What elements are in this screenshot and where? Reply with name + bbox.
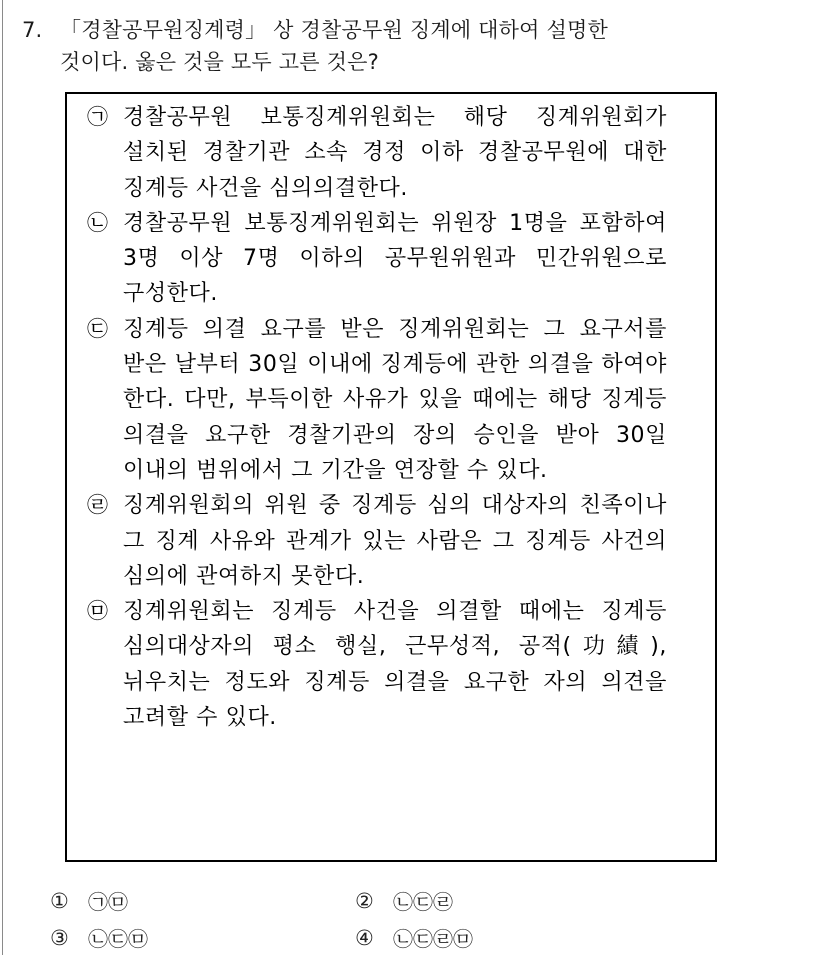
statement-text: 징계위원회의 위원 중 징계등 심의 대상자의 친족이나 그 징계 사유와 관계가 있는 사람은 그 징계등 사건의 심의에 관여하지 못한다. <box>123 493 667 589</box>
question-line-1 <box>22 14 802 46</box>
statement-marker: ㉠ <box>87 105 108 129</box>
statement-marker: ㉣ <box>87 493 108 518</box>
question-number: 7. <box>22 18 43 42</box>
choice-number: ③ <box>50 925 69 950</box>
statement-text: 경찰공무원 보통징계위원회는 해당 징계위원회가 설치된 경찰기관 소속 경정 이하 경찰공무원에 대한 징계등 사건을 심의의결한다. <box>123 105 667 201</box>
choice-value: ㉡㉢㉣ <box>393 890 453 914</box>
statement-d <box>87 488 667 594</box>
choice-2[interactable] <box>355 886 660 915</box>
choice-number: ① <box>50 888 69 913</box>
statement-text: 경찰공무원 보통징계위원회는 위원장 1명을 포함하여 3명 이상 7명 이하의 공무원위원과 민간위원으로 구성한다. <box>123 210 667 307</box>
statement-marker: ㉢ <box>87 316 108 341</box>
choice-3[interactable] <box>50 923 355 952</box>
question-text-line-1: 「경찰공무원징계령」 상 경찰공무원 징계에 대하여 설명한 <box>60 18 608 42</box>
question-stem <box>22 14 802 78</box>
statement-text: 징계위원회는 징계등 사건을 의결할 때에는 징계등 심의대상자의 평소 행실, 근무성적, 공적(功績), 뉘우치는 정도와 징계등 의결을 요구한 자의 의견을 고려할 수 있다. <box>123 599 667 731</box>
choice-number: ④ <box>355 925 374 950</box>
statement-marker: ㉤ <box>87 599 108 624</box>
choice-row-1 <box>50 882 750 919</box>
statement-text: 징계등 의결 요구를 받은 징계위원회는 그 요구서를 받은 날부터 30일 이내에 징계등에 관한 의결을 하여야 한다. 다만, 부득이한 사유가 있을 때에는 해당 징계등 의결을 요구한 경찰기관의 장의 승인을 받아 30일 이내의 범위에서 그 기간을 연장할 수 있다. <box>123 316 667 483</box>
question-text-line-2: 것이다. 옳은 것을 모두 고른 것은? <box>60 50 379 74</box>
choice-number: ② <box>355 888 374 913</box>
statements-list <box>87 100 667 735</box>
left-margin-rule <box>2 0 3 955</box>
statements-box <box>65 92 717 862</box>
choice-4[interactable] <box>355 923 660 952</box>
choice-row-2 <box>50 919 750 956</box>
choice-value: ㉠㉤ <box>88 890 128 914</box>
choice-value: ㉡㉢㉣㉤ <box>393 927 473 951</box>
statement-a <box>87 100 667 206</box>
statement-e <box>87 594 667 735</box>
statement-b <box>87 206 667 312</box>
answer-choices <box>50 882 750 956</box>
statement-c <box>87 312 667 488</box>
statement-marker: ㉡ <box>87 210 108 235</box>
choice-value: ㉡㉢㉤ <box>88 927 148 951</box>
choice-1[interactable] <box>50 886 355 915</box>
